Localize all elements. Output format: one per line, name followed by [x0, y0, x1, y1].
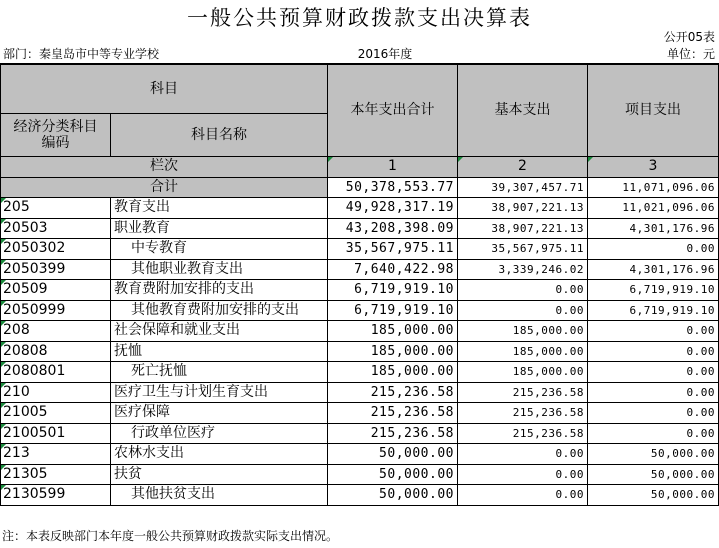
row-basic: 0.00 [458, 300, 588, 321]
row-basic: 185,000.00 [458, 321, 588, 342]
table-row [1, 423, 719, 444]
row-subject-name: 扶贫 [111, 464, 328, 485]
row-total: 49,928,317.19 [328, 198, 458, 219]
row-project: 50,000.00 [588, 464, 719, 485]
unit-label: 单位：元 [666, 47, 715, 61]
form-code: 公开05表 [663, 30, 715, 44]
row-subject-name: 社会保障和就业支出 [111, 321, 328, 342]
row-subject-name: 职业教育 [111, 218, 328, 239]
row-total: 50,000.00 [328, 444, 458, 465]
row-project: 4,301,176.96 [588, 218, 719, 239]
row-code: 2050302 [1, 239, 111, 260]
row-total: 50,000.00 [328, 464, 458, 485]
row-basic: 38,907,221.13 [458, 218, 588, 239]
table-row [1, 321, 719, 342]
row-project: 0.00 [588, 403, 719, 424]
row-basic: 3,339,246.02 [458, 259, 588, 280]
row-code: 21305 [1, 464, 111, 485]
row-code: 213 [1, 444, 111, 465]
row-subject-name: 其他教育费附加安排的支出 [111, 300, 328, 321]
row-basic: 215,236.58 [458, 382, 588, 403]
row-project: 4,301,176.96 [588, 259, 719, 280]
row-code: 20808 [1, 341, 111, 362]
year-label: 2016年度 [357, 47, 413, 61]
table-row [1, 444, 719, 465]
table-row [1, 300, 719, 321]
sum-label: 合计 [1, 177, 328, 198]
row-project: 11,021,096.06 [588, 198, 719, 219]
table-row [1, 198, 719, 219]
row-project: 50,000.00 [588, 485, 719, 506]
row-code: 2080801 [1, 362, 111, 383]
row-subject-name: 中专教育 [111, 239, 328, 260]
table-row [1, 485, 719, 506]
row-code: 210 [1, 382, 111, 403]
row-project: 0.00 [588, 341, 719, 362]
row-subject-name: 其他职业教育支出 [111, 259, 328, 280]
table-row [1, 464, 719, 485]
row-subject-name: 医疗卫生与计划生育支出 [111, 382, 328, 403]
subject-name-header: 科目名称 [111, 114, 328, 157]
row-total: 215,236.58 [328, 423, 458, 444]
row-subject-name: 抚恤 [111, 341, 328, 362]
table-row [1, 259, 719, 280]
row-code: 208 [1, 321, 111, 342]
row-project: 0.00 [588, 382, 719, 403]
econ-code-header: 经济分类科目 编码 [1, 114, 111, 157]
row-total: 185,000.00 [328, 341, 458, 362]
row-total: 185,000.00 [328, 321, 458, 342]
row-code: 2100501 [1, 423, 111, 444]
row-project: 0.00 [588, 423, 719, 444]
row-project: 0.00 [588, 239, 719, 260]
sum-project: 11,071,096.06 [588, 177, 719, 198]
row-basic: 215,236.58 [458, 423, 588, 444]
row-project: 0.00 [588, 321, 719, 342]
table-row [1, 341, 719, 362]
row-basic: 35,567,975.11 [458, 239, 588, 260]
table-row [1, 280, 719, 301]
row-code: 2130599 [1, 485, 111, 506]
row-code: 21005 [1, 403, 111, 424]
row-project: 0.00 [588, 362, 719, 383]
row-basic: 0.00 [458, 444, 588, 465]
row-total: 6,719,919.10 [328, 300, 458, 321]
row-subject-name: 教育费附加安排的支出 [111, 280, 328, 301]
seq-label: 栏次 [1, 157, 328, 178]
row-subject-name: 医疗保障 [111, 403, 328, 424]
row-total: 50,000.00 [328, 485, 458, 506]
row-basic: 0.00 [458, 280, 588, 301]
row-code: 20503 [1, 218, 111, 239]
row-basic: 38,907,221.13 [458, 198, 588, 219]
row-project: 6,719,919.10 [588, 300, 719, 321]
row-total: 35,567,975.11 [328, 239, 458, 260]
table-row [1, 403, 719, 424]
department-label: 部门：秦皇岛市中等专业学校 [3, 47, 160, 61]
row-subject-name: 教育支出 [111, 198, 328, 219]
row-total: 43,208,398.09 [328, 218, 458, 239]
row-basic: 0.00 [458, 464, 588, 485]
expenditure-table [0, 64, 719, 506]
seq-1: 1 [328, 157, 458, 178]
table-row [1, 239, 719, 260]
table-row [1, 382, 719, 403]
row-basic: 185,000.00 [458, 362, 588, 383]
row-subject-name: 死亡抚恤 [111, 362, 328, 383]
subject-header: 科目 [1, 65, 328, 114]
row-total: 215,236.58 [328, 382, 458, 403]
row-basic: 0.00 [458, 485, 588, 506]
row-project: 6,719,919.10 [588, 280, 719, 301]
row-code: 2050399 [1, 259, 111, 280]
row-total: 7,640,422.98 [328, 259, 458, 280]
sum-basic: 39,307,457.71 [458, 177, 588, 198]
row-code: 205 [1, 198, 111, 219]
report-title: 一般公共预算财政拨款支出决算表 [187, 6, 532, 30]
project-header: 项目支出 [588, 65, 719, 157]
sum-total: 50,378,553.77 [328, 177, 458, 198]
table-row [1, 218, 719, 239]
row-basic: 185,000.00 [458, 341, 588, 362]
row-subject-name: 农林水支出 [111, 444, 328, 465]
seq-2: 2 [458, 157, 588, 178]
total-header: 本年支出合计 [328, 65, 458, 157]
row-subject-name: 行政单位医疗 [111, 423, 328, 444]
row-subject-name: 其他扶贫支出 [111, 485, 328, 506]
basic-header: 基本支出 [458, 65, 588, 157]
row-code: 2050999 [1, 300, 111, 321]
row-project: 50,000.00 [588, 444, 719, 465]
row-total: 185,000.00 [328, 362, 458, 383]
seq-3: 3 [588, 157, 719, 178]
row-basic: 215,236.58 [458, 403, 588, 424]
row-total: 215,236.58 [328, 403, 458, 424]
row-total: 6,719,919.10 [328, 280, 458, 301]
footnote: 注：本表反映部门本年度一般公共预算财政拨款实际支出情况。 [2, 529, 339, 543]
table-row [1, 362, 719, 383]
row-code: 20509 [1, 280, 111, 301]
